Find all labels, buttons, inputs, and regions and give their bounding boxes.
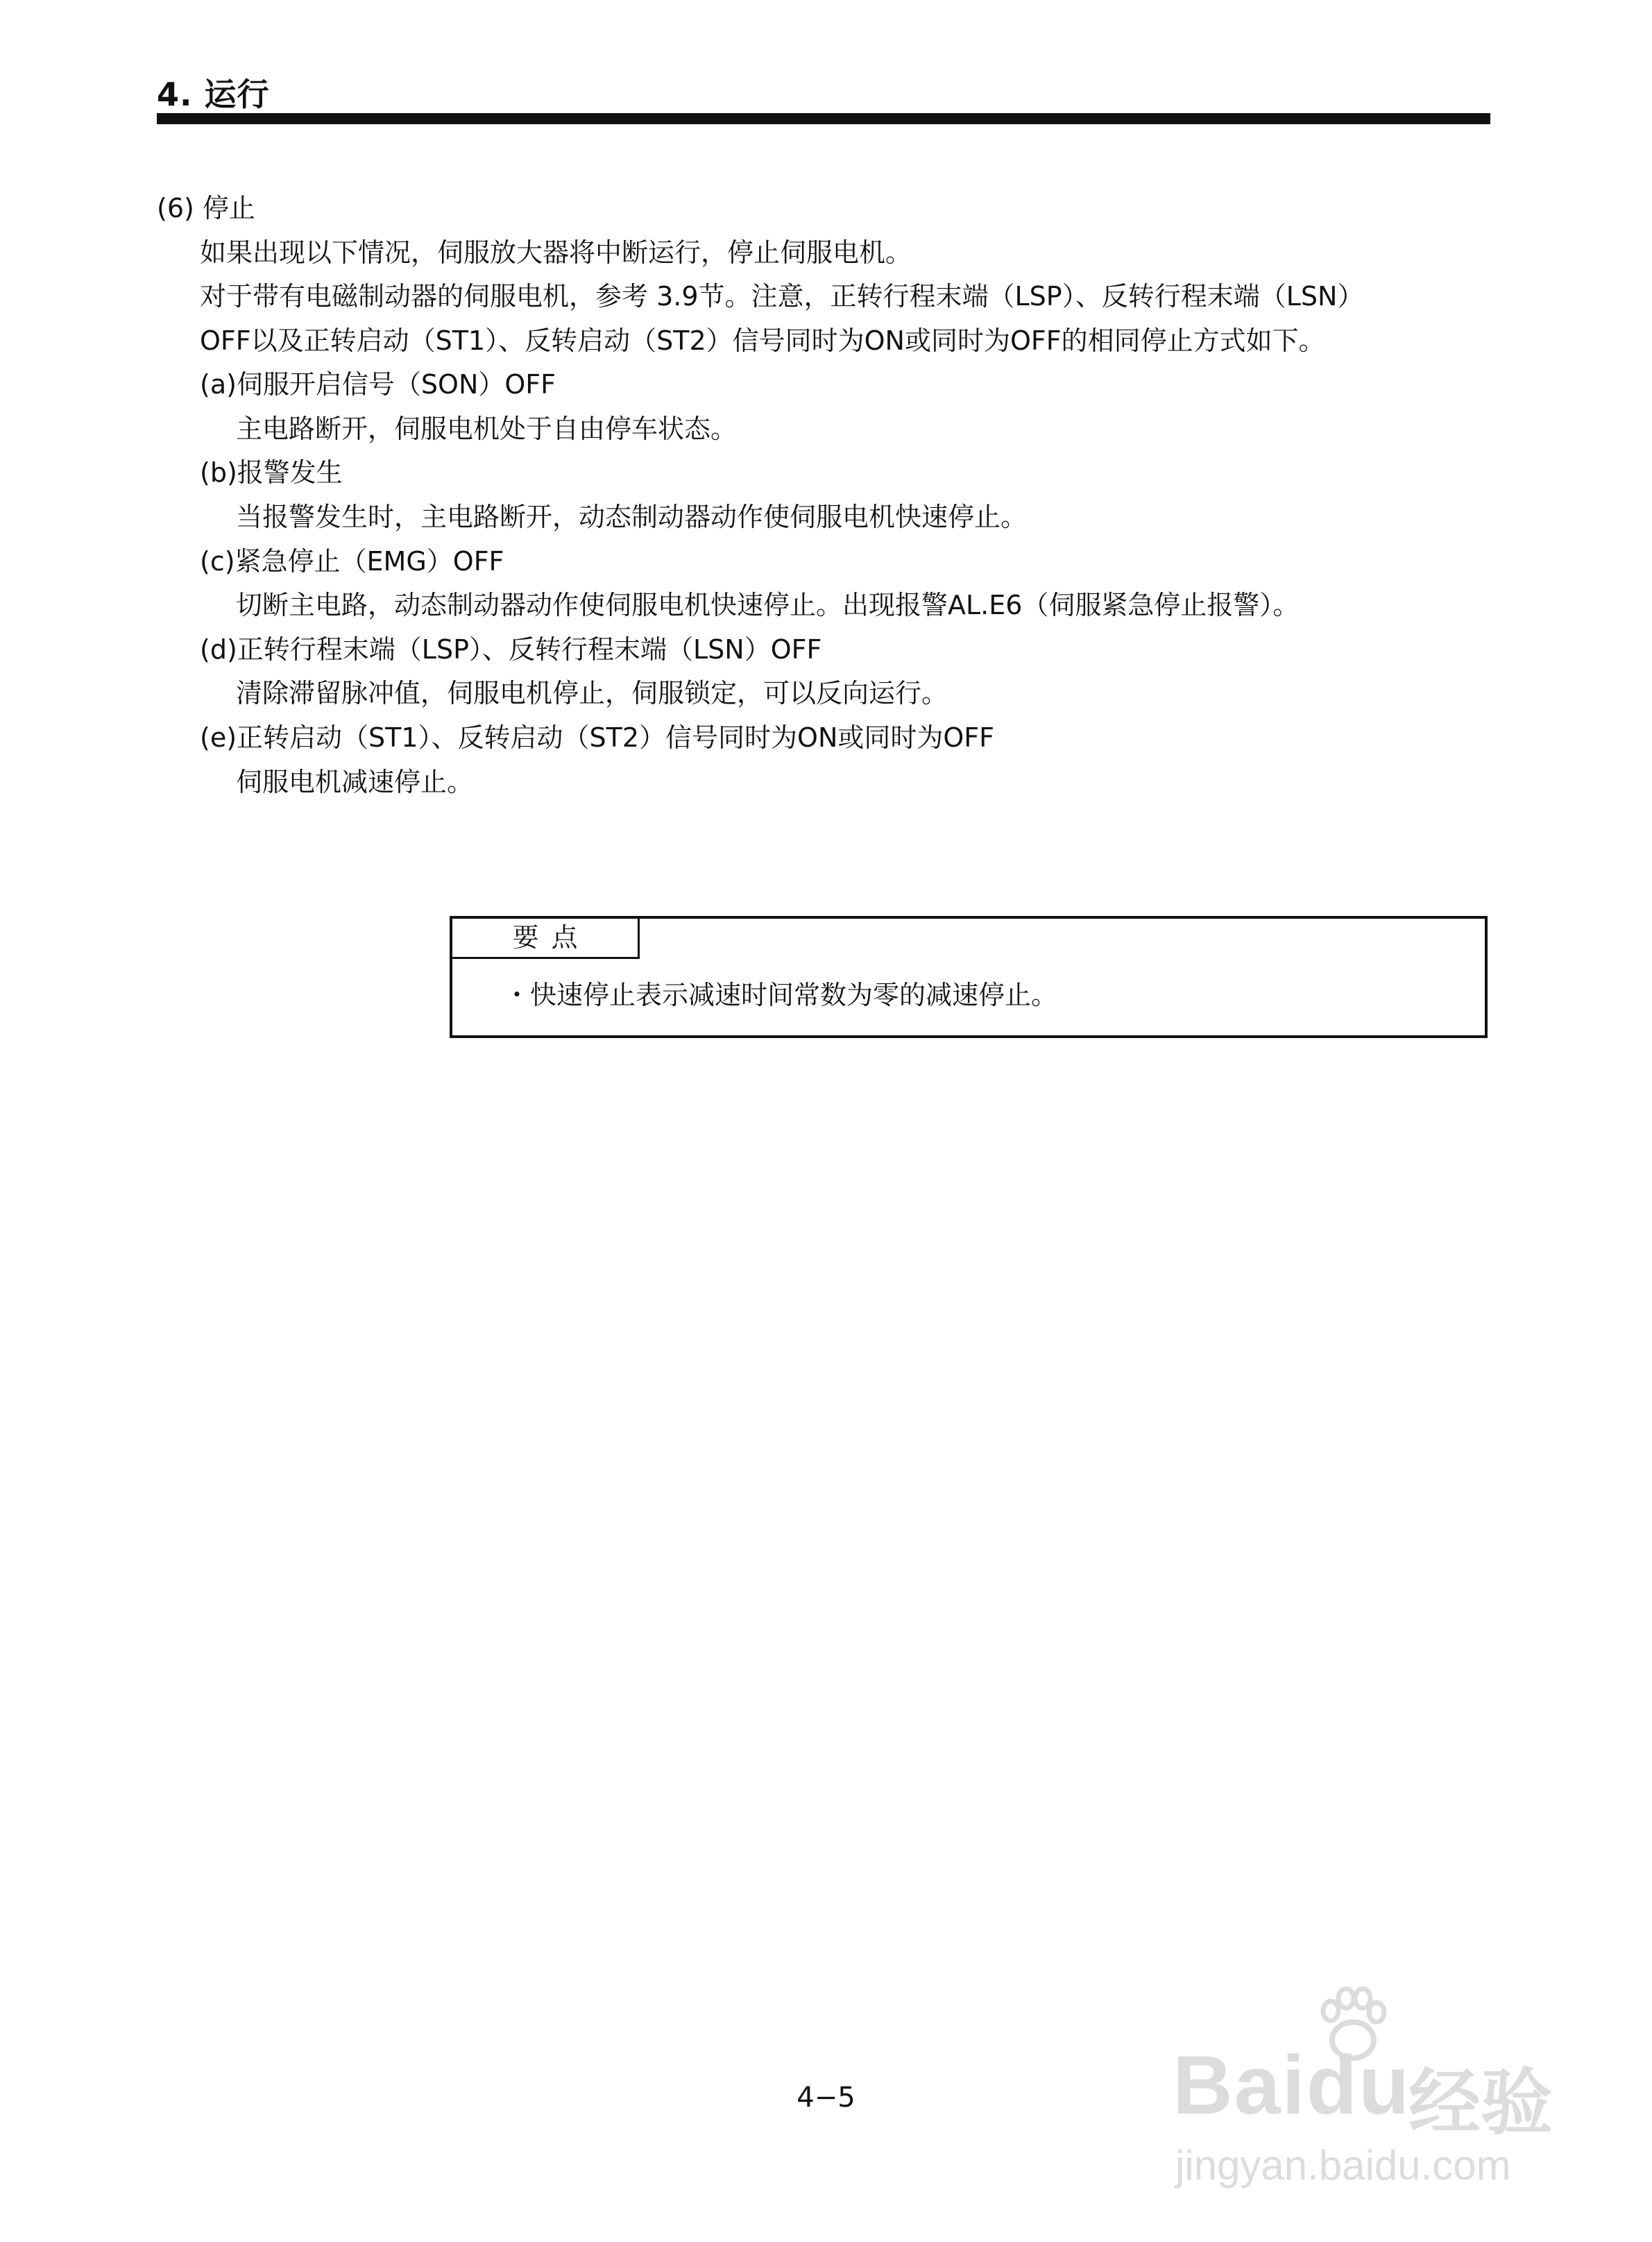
chapter-title: 4. 运行 (157, 76, 270, 113)
note-text: ・快速停止表示减速时间常数为零的减速停止。 (504, 980, 1058, 1010)
item-a-label: (a)伺服开启信号（SON）OFF (200, 369, 556, 400)
paragraph-1: 如果出现以下情况，伺服放大器将中断运行，停止伺服电机。 (200, 237, 912, 268)
item-d-label: (d)正转行程末端（LSP）、反转行程末端（LSN）OFF (200, 634, 822, 665)
item-c-description: 切断主电路，动态制动器动作使伺服电机快速停止。出现报警AL.E6（伺服紧急停止报警）。 (236, 590, 1300, 620)
item-c-label: (c)紧急停止（EMG）OFF (200, 546, 504, 577)
paragraph-3: OFF以及正转启动（ST1）、反转启动（ST2）信号同时为ON或同时为OFF的相同停止方式如下。 (200, 325, 1325, 356)
item-e-label: (e)正转启动（ST1）、反转启动（ST2）信号同时为ON或同时为OFF (200, 722, 995, 753)
item-a-description: 主电路断开，伺服电机处于自由停车状态。 (236, 414, 738, 444)
item-b-label: (b)报警发生 (200, 457, 343, 488)
baidu-jingyan-watermark (1173, 1985, 1553, 2193)
page-number: 4−5 (797, 2082, 855, 2114)
item-e-description: 伺服电机减速停止。 (236, 767, 474, 797)
watermark-url: jingyan.baidu.com (1175, 2142, 1511, 2189)
header-rule (157, 113, 1490, 124)
watermark-brand: 经验 (1408, 2060, 1553, 2145)
note-label: 要点 (452, 919, 640, 959)
note-box (450, 916, 1488, 1038)
item-b-description: 当报警发生时，主电路断开，动态制动器动作使伺服电机快速停止。 (236, 502, 1028, 532)
paragraph-2: 对于带有电磁制动器的伺服电机，参考 3.9节。注意，正转行程末端（LSP）、反转行程末端（LSN） (200, 281, 1364, 312)
watermark-logo: Baidu (1173, 2039, 1411, 2132)
section-title: (6) 停止 (157, 193, 255, 223)
item-d-description: 清除滞留脉冲值，伺服电机停止，伺服锁定，可以反向运行。 (236, 678, 948, 708)
